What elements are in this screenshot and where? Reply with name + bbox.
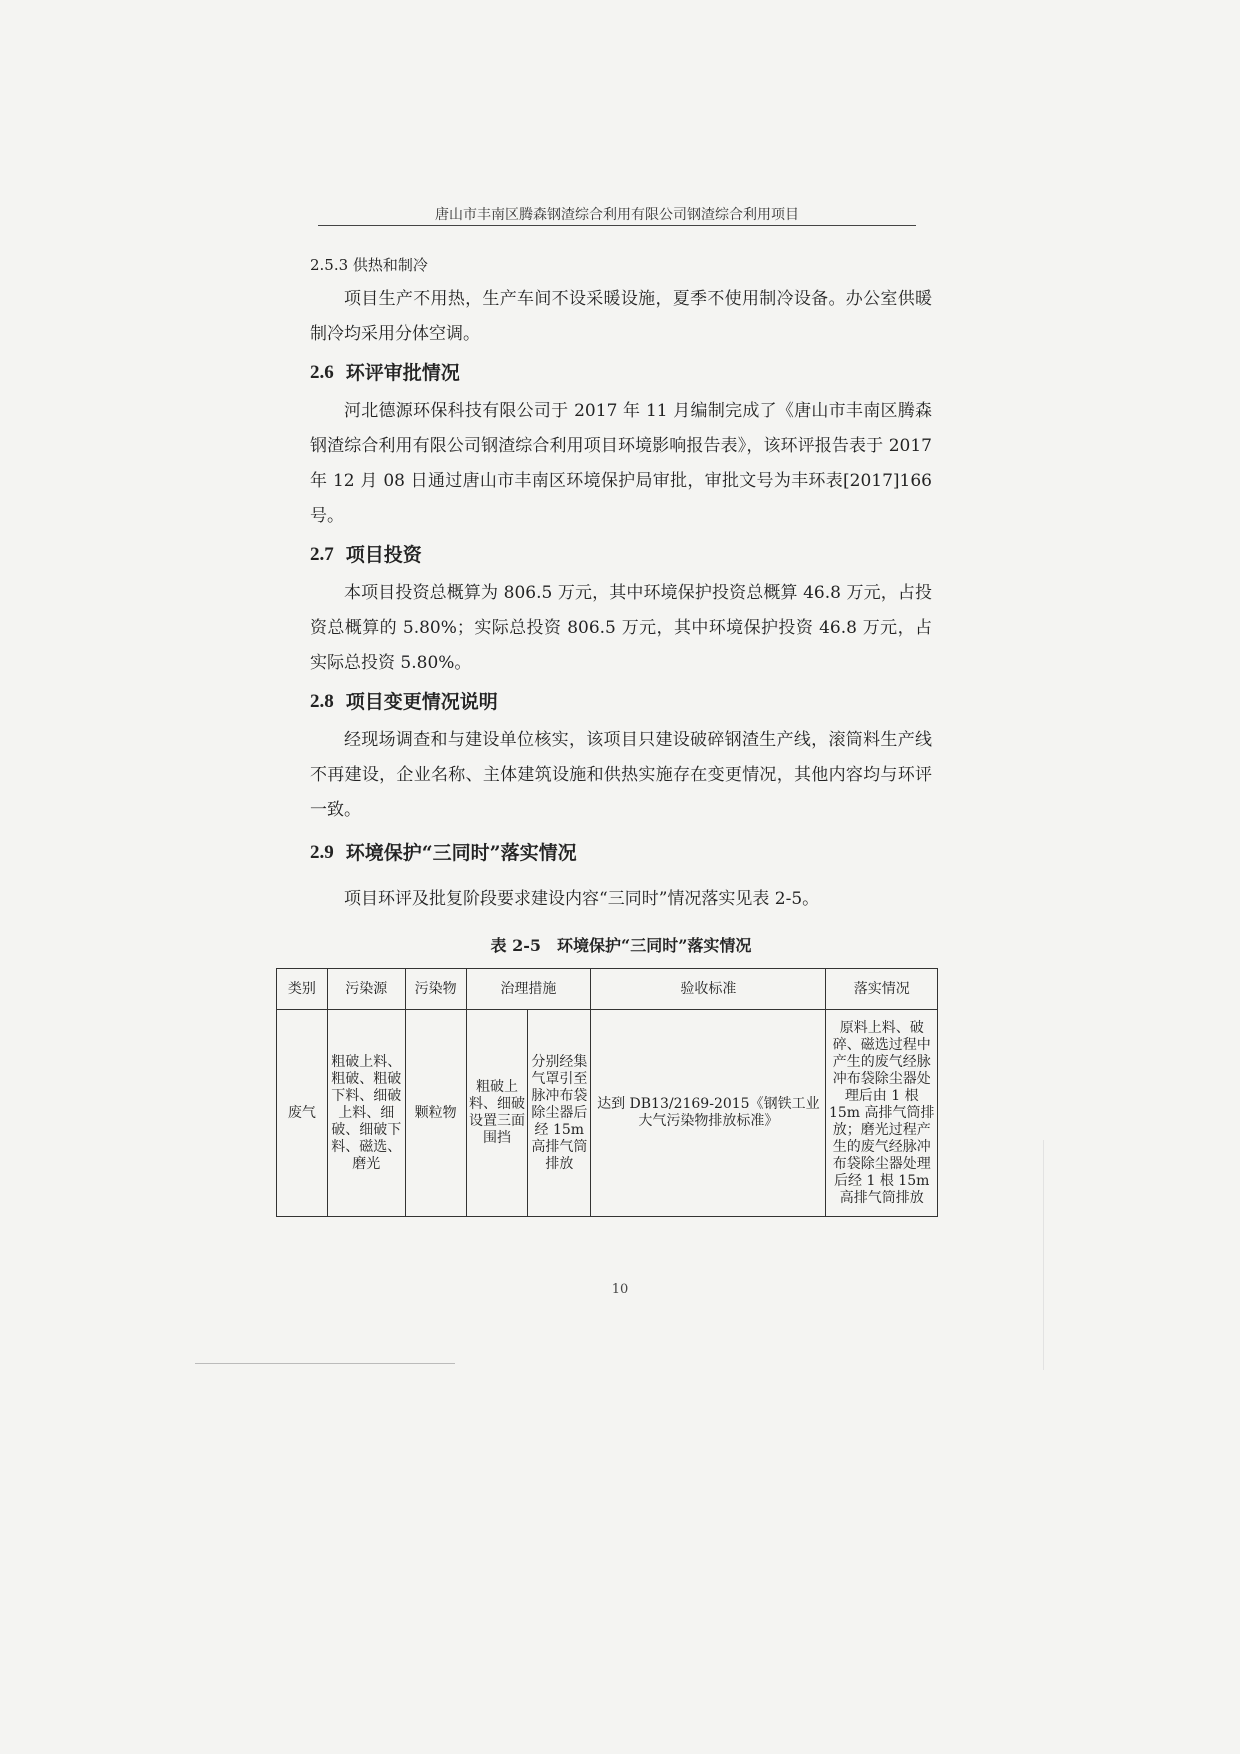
section-title: 环评审批情况 bbox=[345, 362, 460, 384]
section-heading-changes bbox=[310, 687, 932, 717]
paragraph-three-simultaneous: 项目环评及批复阶段要求建设内容“三同时”情况落实见表 2-5。 bbox=[344, 889, 820, 909]
section-number: 2.9 bbox=[310, 842, 334, 863]
cell-pollutant: 颗粒物 bbox=[405, 1010, 466, 1217]
table-header-row bbox=[277, 969, 938, 1010]
cell-source: 粗破上料、粗破、粗破下料、细破上料、细破、细破下料、磁选、磨光 bbox=[327, 1010, 405, 1217]
header-rule bbox=[318, 225, 916, 226]
section-heading-three-simultaneous bbox=[310, 838, 932, 868]
header-status: 落实情况 bbox=[826, 969, 938, 1010]
section-number: 2.7 bbox=[310, 544, 334, 565]
header-category: 类别 bbox=[277, 969, 328, 1010]
table-caption: 表 2-5 环境保护“三同时”落实情况 bbox=[490, 936, 752, 955]
cell-category: 废气 bbox=[277, 1010, 328, 1217]
subsection-heading-heating: 2.5.3 供热和制冷 bbox=[310, 256, 428, 274]
section-heading-eia bbox=[310, 358, 932, 388]
header-measures: 治理措施 bbox=[466, 969, 591, 1010]
paragraph-eia: 河北德源环保科技有限公司于 2017 年 11 月编制完成了《唐山市丰南区腾森钢渣综合利用有限公司钢渣综合利用项目环境影响报告表》，该环评报告表于 2017 年 12 月 08 日通过唐山市丰南区环境保护局审批，审批文号为丰环表[2017]166 号。 bbox=[310, 401, 932, 526]
header-pollutant: 污染物 bbox=[405, 969, 466, 1010]
header-standard: 验收标准 bbox=[591, 969, 826, 1010]
cell-standard: 达到 DB13/2169-2015《钢铁工业大气污染物排放标准》 bbox=[591, 1010, 826, 1217]
three-simultaneous-table bbox=[276, 968, 938, 1217]
section-title: 环境保护“三同时”落实情况 bbox=[345, 842, 577, 864]
section-title: 项目变更情况说明 bbox=[345, 691, 498, 713]
section-heading-investment bbox=[310, 540, 932, 570]
paragraph-changes: 经现场调查和与建设单位核实，该项目只建设破碎钢渣生产线，滚筒料生产线不再建设，企业名称、主体建筑设施和供热实施存在变更情况，其他内容均与环评一致。 bbox=[310, 730, 932, 820]
scan-artifact-edge bbox=[1043, 1140, 1044, 1370]
running-header: 唐山市丰南区腾森钢渣综合利用有限公司钢渣综合利用项目 bbox=[435, 207, 799, 223]
page-number: 10 bbox=[611, 1282, 629, 1297]
section-number: 2.6 bbox=[310, 362, 334, 383]
cell-measure-enclosure: 粗破上料、细破设置三面围挡 bbox=[466, 1010, 528, 1217]
paragraph-investment: 本项目投资总概算为 806.5 万元，其中环境保护投资总概算 46.8 万元，占投资总概算的 5.80%；实际总投资 806.5 万元，其中环境保护投资 46.8 万元，占实际总投资 5.80%。 bbox=[310, 583, 932, 673]
cell-status: 原料上料、破碎、磁选过程中产生的废气经脉冲布袋除尘器处理后由 1 根 15m 高排气筒排放；磨光过程产生的废气经脉冲布袋除尘器处理后经 1 根 15m 高排气筒排放 bbox=[826, 1010, 938, 1217]
cell-measure-dust-collector: 分别经集气罩引至脉冲布袋除尘器后经 15m 高排气筒排放 bbox=[528, 1010, 591, 1217]
section-number: 2.8 bbox=[310, 691, 334, 712]
header-source: 污染源 bbox=[327, 969, 405, 1010]
section-title: 项目投资 bbox=[345, 544, 422, 566]
paragraph-heating: 项目生产不用热，生产车间不设采暖设施，夏季不使用制冷设备。办公室供暖制冷均采用分体空调。 bbox=[310, 289, 932, 344]
table-row bbox=[277, 1010, 938, 1217]
page-content bbox=[287, 252, 935, 1217]
scan-artifact-line bbox=[195, 1363, 455, 1364]
